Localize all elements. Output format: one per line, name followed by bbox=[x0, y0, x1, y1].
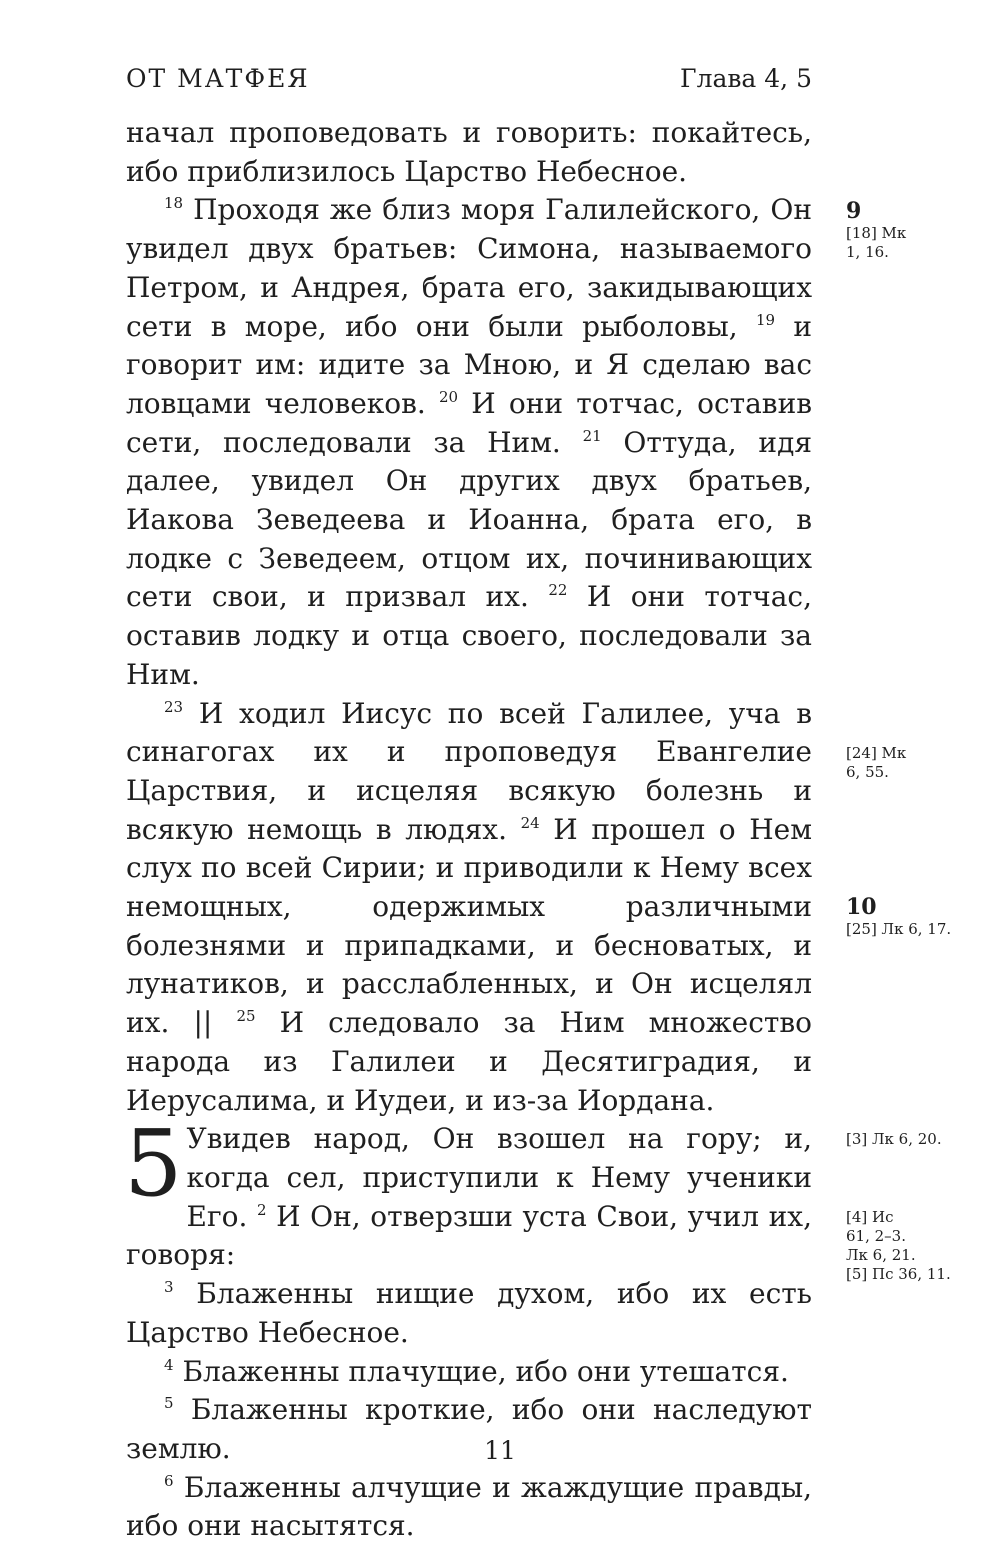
verse-text: И ходил Иисус по всей Галилее, уча в синагогах их и проповедуя Евангелие Царствия, и исцеляя всякую болезнь и всякую немощь в людях. bbox=[126, 696, 812, 846]
cross-reference: 1, 16. bbox=[846, 243, 889, 261]
margin-note-ref-3 bbox=[846, 1130, 942, 1149]
verse-text: И они тотчас, оставив лодку и отца своего, последовали за Ним. bbox=[126, 580, 812, 691]
cross-reference: 6, 55. bbox=[846, 763, 889, 781]
cross-reference: Лк 6, 21. bbox=[846, 1246, 916, 1264]
paragraph-verse-6 bbox=[126, 1469, 812, 1546]
paragraph-verses-23-25 bbox=[126, 695, 812, 1121]
verse-text: Блаженны кроткие, ибо они наследуют землю. bbox=[126, 1393, 812, 1465]
verse-number: 4 bbox=[164, 1355, 174, 1374]
verse-number: 25 bbox=[236, 1007, 256, 1026]
cross-reference: [4] Ис bbox=[846, 1208, 894, 1226]
cross-reference: [5] Пс 36, 11. bbox=[846, 1265, 951, 1283]
verse-number: 23 bbox=[164, 697, 184, 716]
margin-note-ref-4-5 bbox=[846, 1208, 951, 1284]
cross-reference: [25] Лк 6, 17. bbox=[846, 920, 952, 938]
verse-number: 21 bbox=[582, 426, 602, 445]
verse-text: Блаженны алчущие и жаждущие правды, ибо они насытятся. bbox=[126, 1470, 812, 1543]
verse-text: И следовало за Ним множество народа из Галилеи и Десятиградия, и Иерусалима, и Иудеи, и из-за Иордана. bbox=[126, 1006, 812, 1117]
verse-number: 18 bbox=[164, 194, 184, 213]
margin-note-section-9 bbox=[846, 198, 906, 262]
paragraph-continuation: начал проповедовать и говорить: покайтесь, ибо приблизилось Царство Небесное. bbox=[126, 116, 812, 188]
verse-number: 5 bbox=[164, 1394, 174, 1413]
paragraph-verse-4 bbox=[126, 1353, 812, 1392]
paragraph-chapter-5-opening bbox=[124, 1110, 812, 1275]
chapter-label: Глава 4, 5 bbox=[680, 64, 812, 93]
verse-text: И они тотчас, оставив сети, последовали за Ним. bbox=[126, 386, 812, 459]
verse-text: Оттуда, идя далее, увидел Он других двух братьев, Иакова Зеведеева и Иоанна, брата его, в лодке с Зеведеем, отцом их, починивающих сети свои, и призвал их. bbox=[126, 425, 812, 614]
section-number: 10 bbox=[846, 894, 877, 920]
running-title: ОТ МАТФЕЯ bbox=[126, 64, 310, 93]
cross-reference: [18] Мк bbox=[846, 224, 907, 242]
verse-number: 24 bbox=[520, 813, 540, 832]
page-number: 11 bbox=[484, 1436, 516, 1465]
cross-reference: [3] Лк 6, 20. bbox=[846, 1130, 942, 1148]
cross-reference: 61, 2–3. bbox=[846, 1227, 906, 1245]
section-number: 9 bbox=[846, 198, 862, 224]
verse-number: 3 bbox=[164, 1278, 174, 1297]
paragraph-verse-3 bbox=[126, 1275, 812, 1352]
margin-note-ref-24 bbox=[846, 744, 906, 782]
margin-note-section-10 bbox=[846, 894, 951, 939]
verse-text: И прошел о Нем слух по всей Сирии; и приводили к Нему всех немощных, одержимых различными болезнями и припадками, и бесноватых, и лунатиков, и расслабленных, и Он исцелял их. || bbox=[126, 812, 812, 1040]
verse-number: 22 bbox=[548, 581, 568, 600]
cross-reference: [24] Мк bbox=[846, 744, 907, 762]
verse-text: и говорит им: идите за Мною, и Я сделаю вас ловцами человеков. bbox=[126, 309, 813, 420]
verse-text: Увидев народ, Он взошел на гору; и, когда сел, приступили к Нему ученики Его. bbox=[186, 1122, 812, 1233]
verse-number: 19 bbox=[755, 310, 776, 329]
verse-text: Блаженны нищие духом, ибо их есть Царство Небесное. bbox=[126, 1277, 812, 1349]
verse-text: Проходя же близ моря Галилейского, Он увидел двух братьев: Симона, называемого Петром, и Андрея, брата его, закидывающих сети в море, ибо они были рыболовы, bbox=[126, 193, 812, 343]
main-text bbox=[126, 114, 812, 1546]
verse-text: И Он, отверзши уста Свои, учил их, говоря: bbox=[126, 1199, 812, 1272]
verse-text: Блаженны плачущие, ибо они утешатся. bbox=[173, 1354, 789, 1388]
verse-number: 20 bbox=[439, 387, 459, 406]
paragraph-verses-18-22 bbox=[126, 191, 812, 694]
verse-number: 2 bbox=[257, 1200, 267, 1219]
verse-number: 6 bbox=[164, 1471, 174, 1490]
chapter-number-dropcap: 5 bbox=[124, 1110, 183, 1218]
